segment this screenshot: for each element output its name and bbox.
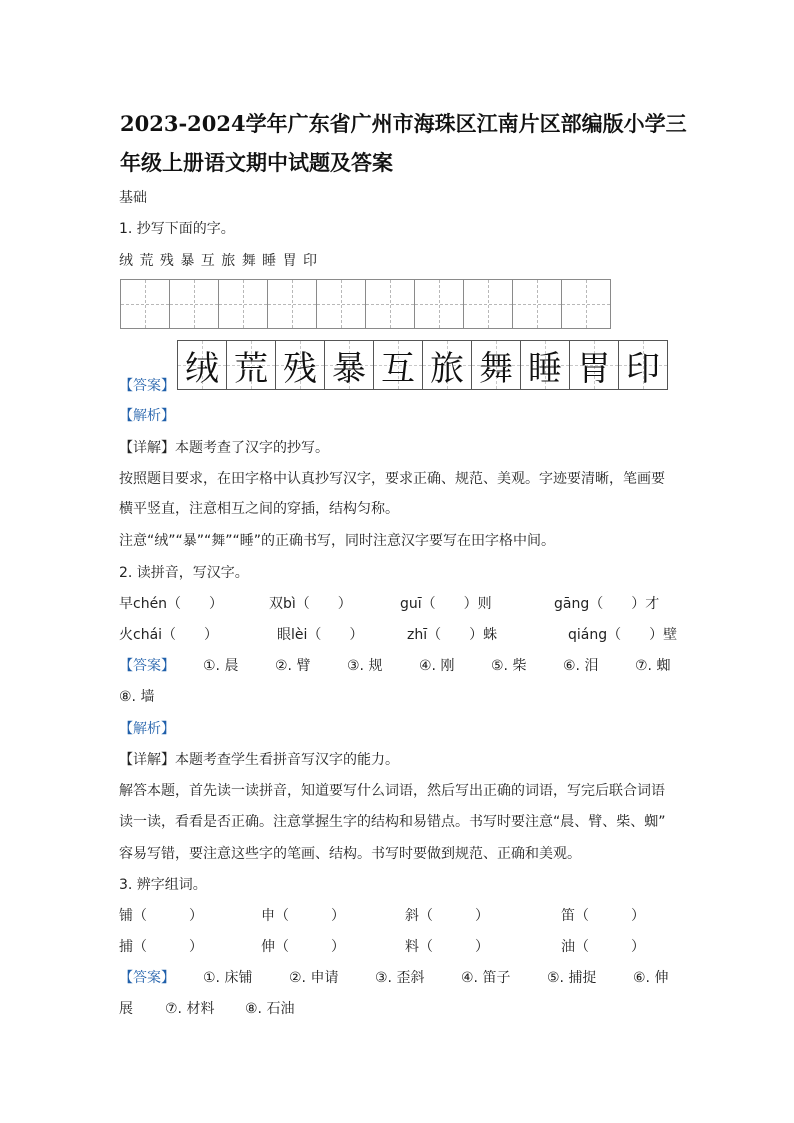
q2-answer: ①. 晨	[203, 658, 239, 674]
q2-answer: ③. 规	[347, 658, 383, 674]
answer-char-cell	[178, 341, 227, 389]
q2-item[interactable]: 火chái（ ）	[119, 627, 219, 643]
answer-char-cell	[521, 341, 570, 389]
q3-item[interactable]: 笛（ ）	[561, 908, 645, 924]
answer-char: 绒	[185, 348, 219, 389]
q3-item[interactable]: 捕（ ）	[119, 939, 203, 955]
q3-answer: ③. 歪斜	[375, 970, 425, 986]
q1-answer-strip	[177, 340, 668, 390]
answer-char-cell	[619, 341, 668, 389]
q3-prompt: 3. 辨字组词。	[119, 877, 207, 893]
q3-answer-label: 【答案】	[119, 970, 175, 986]
q2-answer: ⑤. 柴	[491, 658, 527, 674]
q2-detail	[119, 749, 399, 769]
q2-answer: ②. 臂	[275, 658, 311, 674]
q2-prompt: 2. 读拼音，写汉字。	[119, 565, 249, 581]
answer-char-cell	[276, 341, 325, 389]
q3-answer: ②. 申请	[289, 970, 339, 986]
q1-detail-text: 本题考查了汉字的抄写。	[175, 440, 329, 456]
detail-label: 【详解】	[119, 752, 175, 768]
q2-answer: ④. 刚	[419, 658, 455, 674]
q1-analysis-label: 【解析】	[119, 408, 175, 424]
q2-paragraph-1b: 读一读，看看是否正确。注意掌握生字的结构和易错点。书写时要注意“晨、臂、柴、蜘”	[119, 814, 666, 830]
q2-analysis-label: 【解析】	[119, 721, 175, 737]
q2-answer: ⑥. 泪	[563, 658, 599, 674]
q3-answer: 展	[119, 1001, 133, 1017]
answer-char-cell	[325, 341, 374, 389]
q2-item[interactable]: 双bì（ ）	[269, 596, 352, 612]
q2-item[interactable]: 眼lèi（ ）	[277, 627, 364, 643]
answer-char: 胃	[577, 348, 611, 389]
q3-item[interactable]: 油（ ）	[561, 939, 645, 955]
section-heading: 基础	[119, 190, 147, 206]
answer-char-cell	[570, 341, 619, 389]
q3-item[interactable]: 斜（ ）	[405, 908, 489, 924]
q1-detail	[119, 437, 329, 457]
q1-paragraph-1a: 按照题目要求，在田字格中认真抄写汉字，要求正确、规范、美观。字迹要清晰，笔画要	[119, 471, 665, 487]
answer-char: 互	[381, 348, 415, 389]
grid-cell[interactable]	[513, 280, 562, 328]
q3-answer: ⑥. 伸	[633, 970, 669, 986]
grid-cell[interactable]	[317, 280, 366, 328]
q3-answer: ⑤. 捕捉	[547, 970, 597, 986]
grid-cell[interactable]	[268, 280, 317, 328]
answer-char-cell	[227, 341, 276, 389]
q2-paragraph-1a: 解答本题，首先读一读拼音，知道要写什么词语，然后写出正确的词语，写完后联合词语	[119, 783, 665, 799]
q3-item[interactable]: 铺（ ）	[119, 908, 203, 924]
q2-detail-text: 本题考查学生看拼音写汉字的能力。	[175, 752, 399, 768]
q3-item[interactable]: 伸（ ）	[261, 939, 345, 955]
answer-char-cell	[472, 341, 521, 389]
q1-paragraph-1b: 横平竖直，注意相互之间的穿插，结构匀称。	[119, 501, 399, 517]
q3-item[interactable]: 料（ ）	[405, 939, 489, 955]
q1-prompt: 1. 抄写下面的字。	[119, 221, 235, 237]
q3-answer: ①. 床铺	[203, 970, 253, 986]
q2-paragraph-1c: 容易写错，要注意这些字的笔画、结构。书写时要做到规范、正确和美观。	[119, 846, 581, 862]
q2-item[interactable]: 早chén（ ）	[119, 596, 224, 612]
grid-cell[interactable]	[121, 280, 170, 328]
q3-answer: ⑦. 材料	[165, 1001, 215, 1017]
q2-item[interactable]: zhī（ ）蛛	[407, 627, 498, 643]
q1-paragraph-2: 注意“绒”“暴”“舞”“睡”的正确书写，同时注意汉字要写在田字格中间。	[119, 533, 556, 549]
q2-answers-line-2: ⑧. 墙	[119, 689, 155, 705]
q3-answer: ⑧. 石油	[245, 1001, 295, 1017]
answer-char: 旅	[430, 348, 464, 389]
q2-item[interactable]: guī（ ）则	[400, 596, 492, 612]
q1-answer-label: 【答案】	[119, 378, 175, 394]
grid-cell[interactable]	[219, 280, 268, 328]
q3-answer: ④. 笛子	[461, 970, 511, 986]
detail-label: 【详解】	[119, 440, 175, 456]
answer-char: 暴	[332, 348, 366, 389]
q2-item[interactable]: gāng（ ）才	[554, 596, 660, 612]
q1-writing-grid[interactable]	[120, 279, 611, 329]
q2-answer: ⑦. 蜘	[635, 658, 671, 674]
q1-characters: 绒 荒 残 暴 互 旅 舞 睡 胃 印	[119, 253, 319, 269]
grid-cell[interactable]	[562, 280, 611, 328]
grid-cell[interactable]	[170, 280, 219, 328]
answer-char: 印	[626, 348, 660, 389]
grid-cell[interactable]	[464, 280, 513, 328]
grid-cell[interactable]	[366, 280, 415, 328]
answer-char: 荒	[234, 348, 268, 389]
document-title-line-2: 年级上册语文期中试题及答案	[120, 150, 393, 175]
q2-item[interactable]: qiáng（ ）壁	[568, 627, 678, 643]
answer-char: 舞	[479, 348, 513, 389]
q2-answer-label: 【答案】	[119, 658, 175, 674]
answer-char: 睡	[528, 348, 562, 389]
answer-char-cell	[374, 341, 423, 389]
answer-char-cell	[423, 341, 472, 389]
answer-char: 残	[283, 348, 317, 389]
grid-cell[interactable]	[415, 280, 464, 328]
document-title-line-1: 2023-2024学年广东省广州市海珠区江南片区部编版小学三	[120, 111, 687, 136]
q3-item[interactable]: 申（ ）	[261, 908, 345, 924]
